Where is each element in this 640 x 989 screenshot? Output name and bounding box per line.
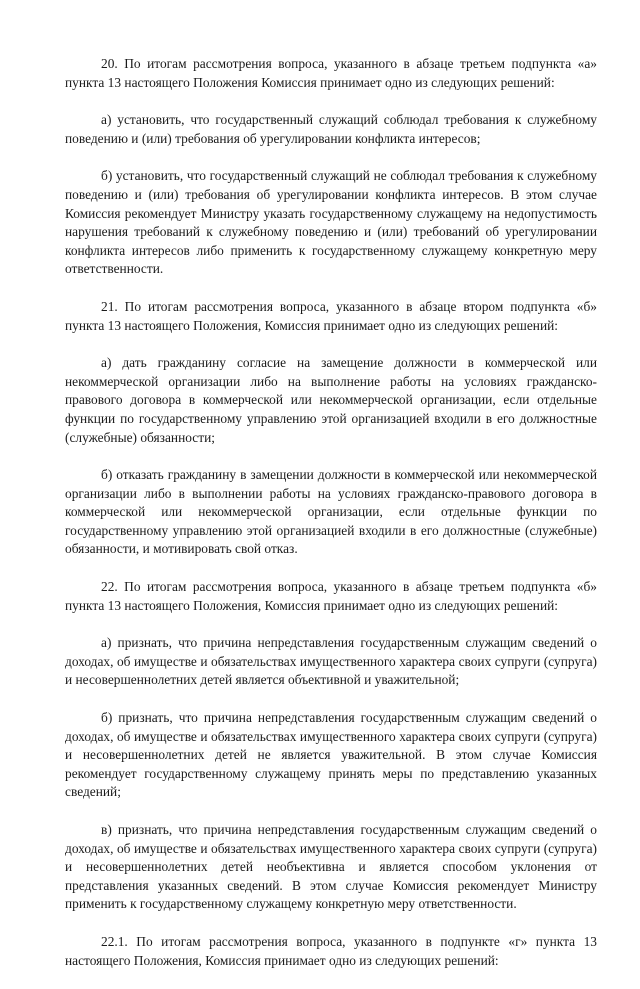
paragraph-21: 21. По итогам рассмотрения вопроса, указанного в абзаце втором подпункта «б» пункта 13 настоящего Положения, Комиссия принимает одно из следующих решений:: [65, 298, 597, 333]
paragraph-20-b: б) установить, что государственный служащий не соблюдал требования к служебному поведению и (или) требования об урегулировании конфликта интересов. В этом случае Комиссия рекомендует Министру указать государственному служащему на недопустимость нарушения требований к служебному поведению и (или) требований об урегулировании конфликта интересов либо применить к государственному служащему конкретную меру ответственности.: [65, 168, 597, 277]
paragraph-21-b: б) отказать гражданину в замещении должности в коммерческой или некоммерческой организации либо в выполнении работы на условиях гражданско-правового договора в коммерческой или некоммерческой организации, если отдельные функции по государственному управлению этой организацией входили в его должностные (служебные) обязанности, и мотивировать свой отказ.: [65, 467, 597, 557]
paragraph-22: 22. По итогам рассмотрения вопроса, указанного в абзаце третьем подпункта «б» пункта 13 настоящего Положения, Комиссия принимает одно из следующих решений:: [65, 579, 597, 613]
paragraph-20: 20. По итогам рассмотрения вопроса, указанного в абзаце третьем подпункта «а» пункта 13 настоящего Положения Комиссия принимает одно из следующих решений:: [65, 56, 597, 90]
paragraph-21-a: а) дать гражданину согласие на замещение должности в коммерческой или некоммерческой организации либо на выполнение работы на условиях гражданско-правового договора в коммерческой или некоммерческой организации, если отдельные функции по государственному управлению этой организацией входили в его должностные (служебные) обязанности;: [65, 355, 597, 445]
paragraph-20-a: а) установить, что государственный служащий соблюдал требования к служебному поведению и (или) требования об урегулировании конфликта интересов;: [65, 112, 597, 146]
paragraph-22-c: в) признать, что причина непредставления государственным служащим сведений о доходах, об имуществе и обязательствах имущественного характера своих супруги (супруга) и несовершеннолетних детей необъективна и является способом уклонения от представления указанных сведений. В этом случае Комиссия рекомендует Министру применить к государственному служащему конкретную меру ответственности.: [65, 822, 597, 912]
paragraph-22-a: а) признать, что причина непредставления государственным служащим сведений о доходах, об имуществе и обязательствах имущественного характера своих супруги (супруга) и несовершеннолетних детей является объективной и уважительной;: [65, 635, 597, 688]
paragraph-22-b: б) признать, что причина непредставления государственным служащим сведений о доходах, об имуществе и обязательствах имущественного характера своих супруги (супруга) и несовершеннолетних детей не является уважительной. В этом случае Комиссия рекомендует государственному служащему принять меры по представлению указанных сведений;: [65, 710, 597, 800]
document-body: [65, 55, 597, 989]
paragraph-22-1: 22.1. По итогам рассмотрения вопроса, указанного в подпункте «г» пункта 13 настоящего Положения, Комиссия принимает одно из следующих решений:: [65, 933, 597, 968]
